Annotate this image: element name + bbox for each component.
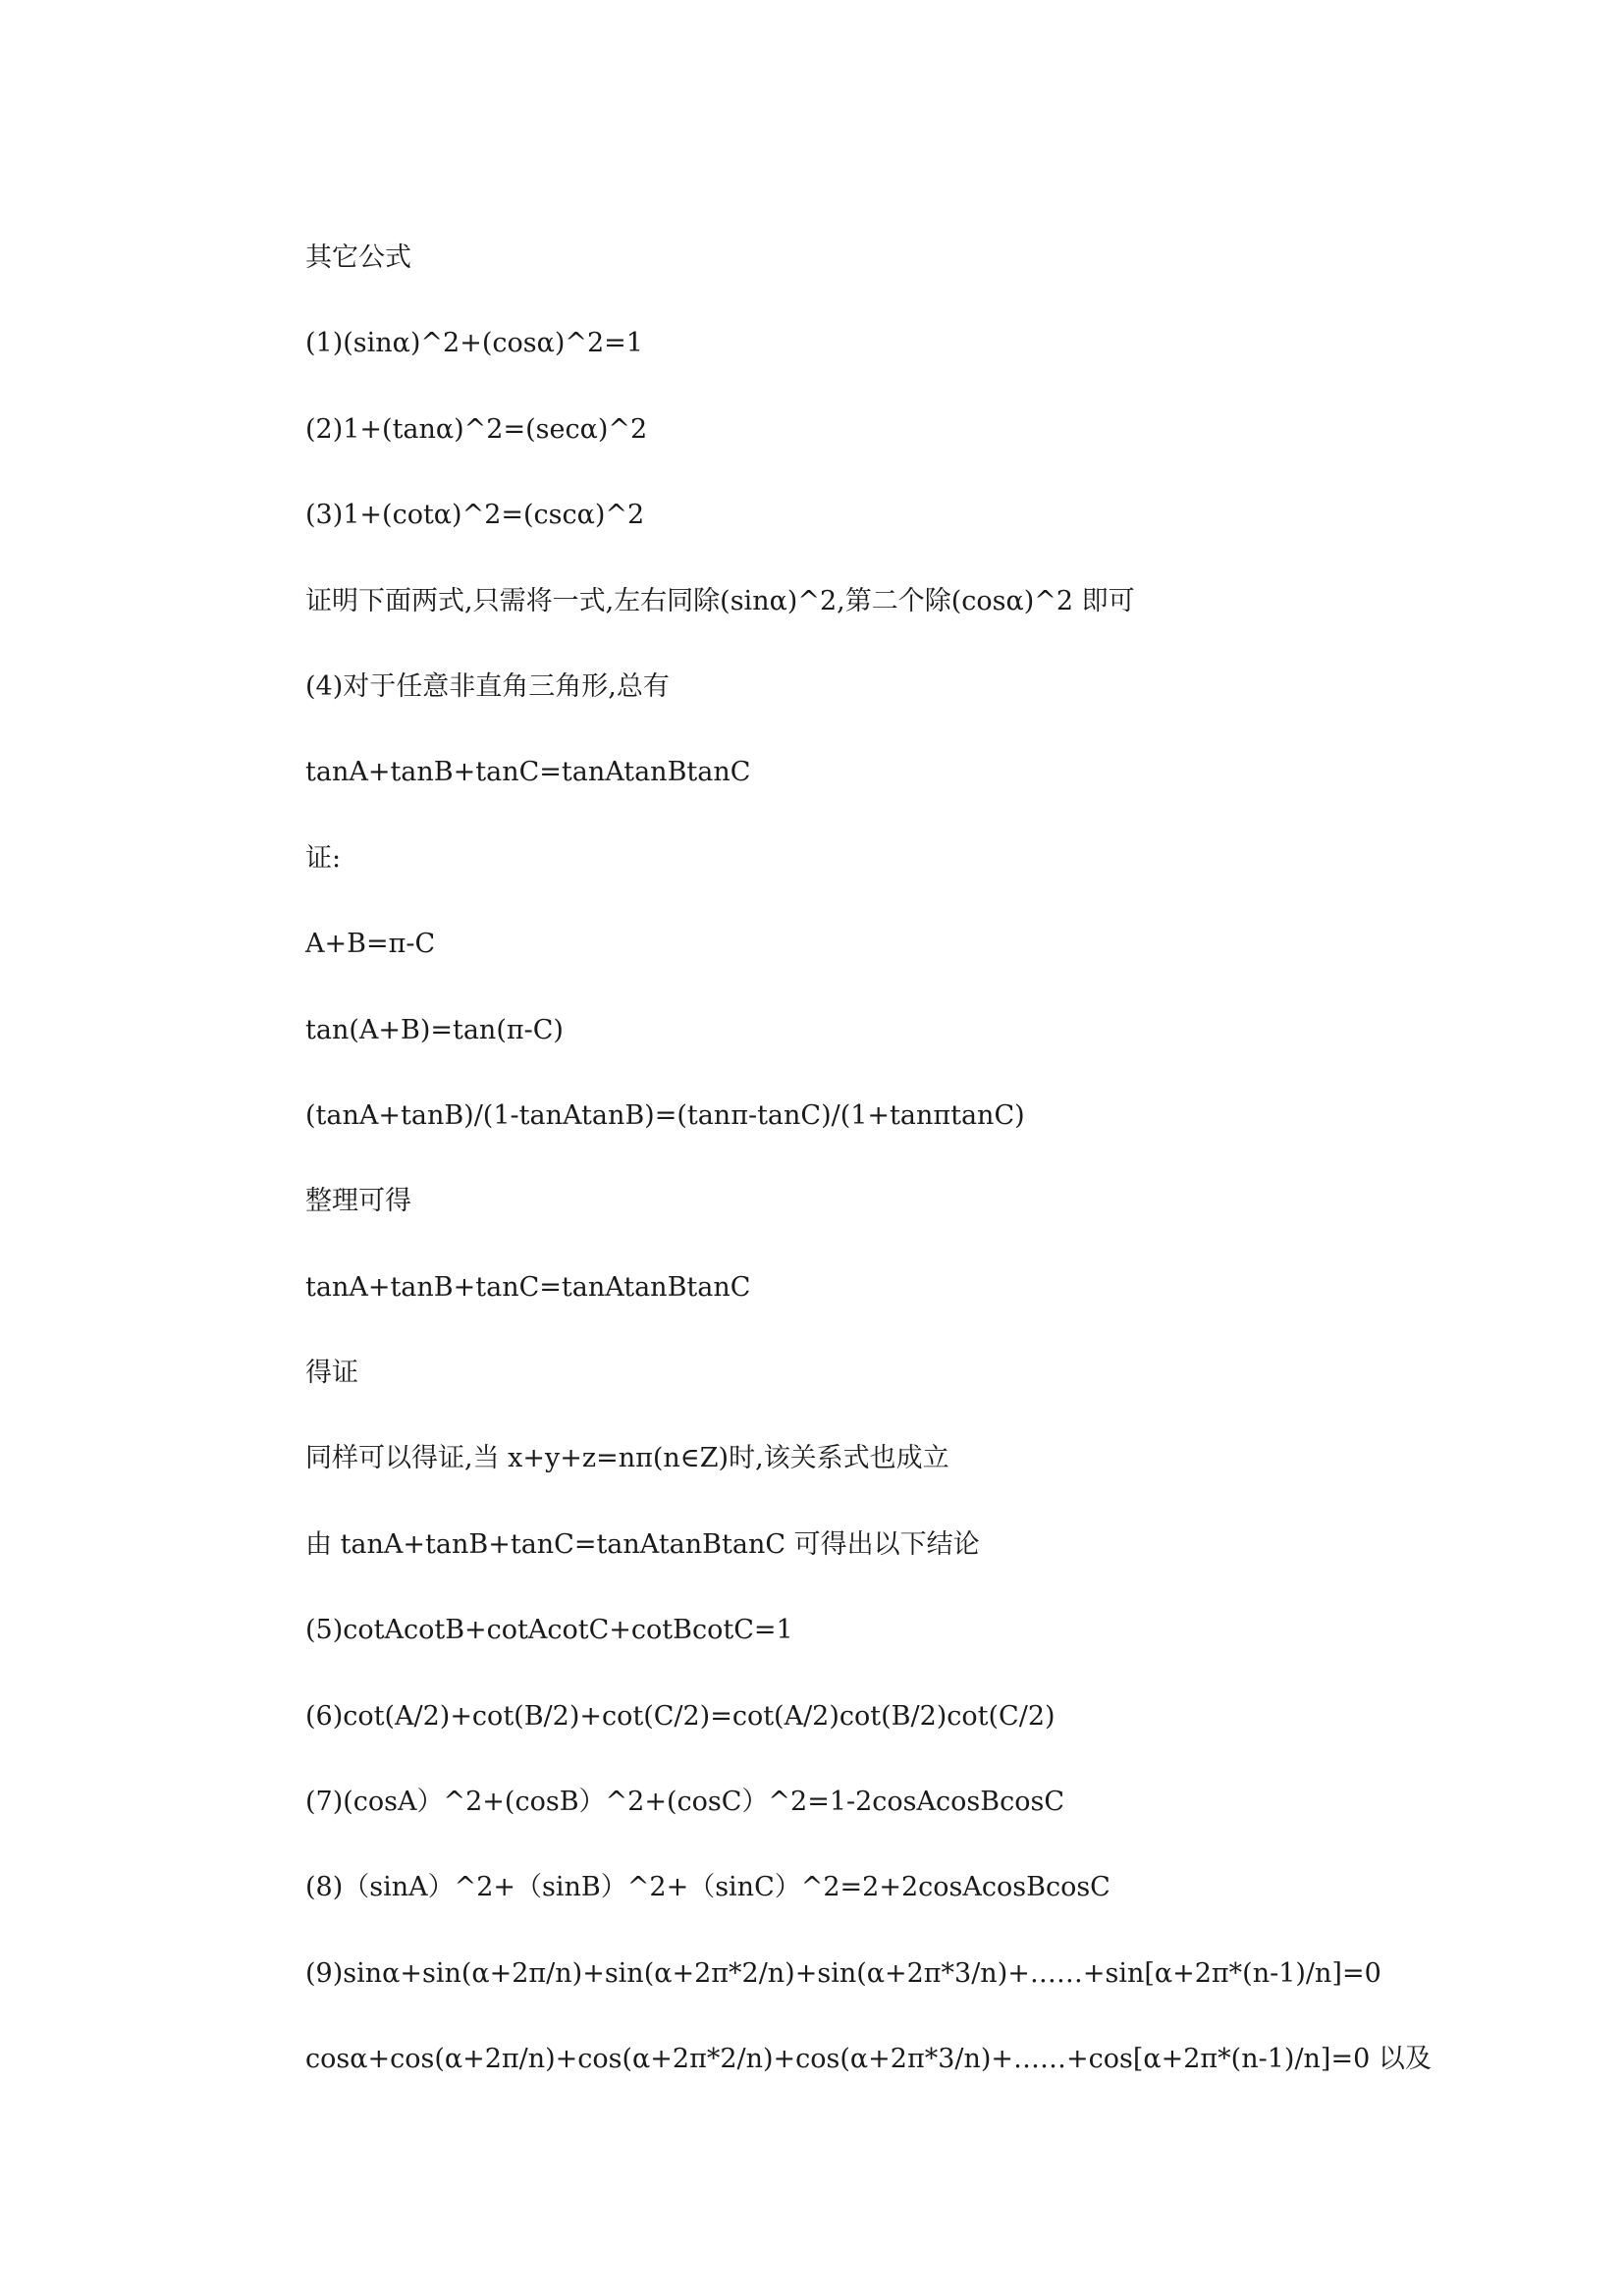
formula-line: (9)sinα+sin(α+2π/n)+sin(α+2π*2/n)+sin(α+2π*3/n)+……+sin[α+2π*(n-1)/n]=0 xyxy=(305,1957,1381,1989)
formula-line: (1)(sinα)^2+(cosα)^2=1 xyxy=(305,328,643,359)
document-body xyxy=(305,239,1432,2126)
text-line: 由 tanA+tanB+tanC=tanAtanBtanC 可得出以下结论 xyxy=(305,1528,980,1560)
formula-line: A+B=π-C xyxy=(305,929,436,960)
text-line: 得证 xyxy=(305,1358,358,1389)
text-line: 证: xyxy=(305,842,342,874)
section-heading: 其它公式 xyxy=(305,242,411,273)
formula-line: tan(A+B)=tan(π-C) xyxy=(305,1014,564,1045)
formula-line: (7)(cosA）^2+(cosB）^2+(cosC）^2=1-2cosAcosBcosC xyxy=(305,1787,1064,1818)
formula-line: (2)1+(tanα)^2=(secα)^2 xyxy=(305,413,648,445)
text-line: (4)对于任意非直角三角形,总有 xyxy=(305,670,670,702)
text-line: 证明下面两式,只需将一式,左右同除(sinα)^2,第二个除(cosα)^2 即可 xyxy=(305,585,1135,616)
formula-line: (tanA+tanB)/(1-tanAtanB)=(tanπ-tanC)/(1+tanπtanC) xyxy=(305,1099,1025,1131)
formula-line: (3)1+(cotα)^2=(cscα)^2 xyxy=(305,500,645,531)
formula-line: tanA+tanB+tanC=tanAtanBtanC xyxy=(305,1271,751,1303)
formula-line: tanA+tanB+tanC=tanAtanBtanC xyxy=(305,757,751,788)
formula-line: cosα+cos(α+2π/n)+cos(α+2π*2/n)+cos(α+2π*3/n)+……+cos[α+2π*(n-1)/n]=0 以及 xyxy=(305,2044,1432,2075)
text-line: 同样可以得证,当 x+y+z=nπ(n∈Z)时,该关系式也成立 xyxy=(305,1443,949,1474)
formula-line: (8)（sinA）^2+（sinB）^2+（sinC）^2=2+2cosAcosBcosC xyxy=(305,1872,1110,1903)
text-line: 整理可得 xyxy=(305,1186,411,1217)
formula-line: (6)cot(A/2)+cot(B/2)+cot(C/2)=cot(A/2)cot(B/2)cot(C/2) xyxy=(305,1700,1056,1732)
formula-line: (5)cotAcotB+cotAcotC+cotBcotC=1 xyxy=(305,1615,793,1646)
